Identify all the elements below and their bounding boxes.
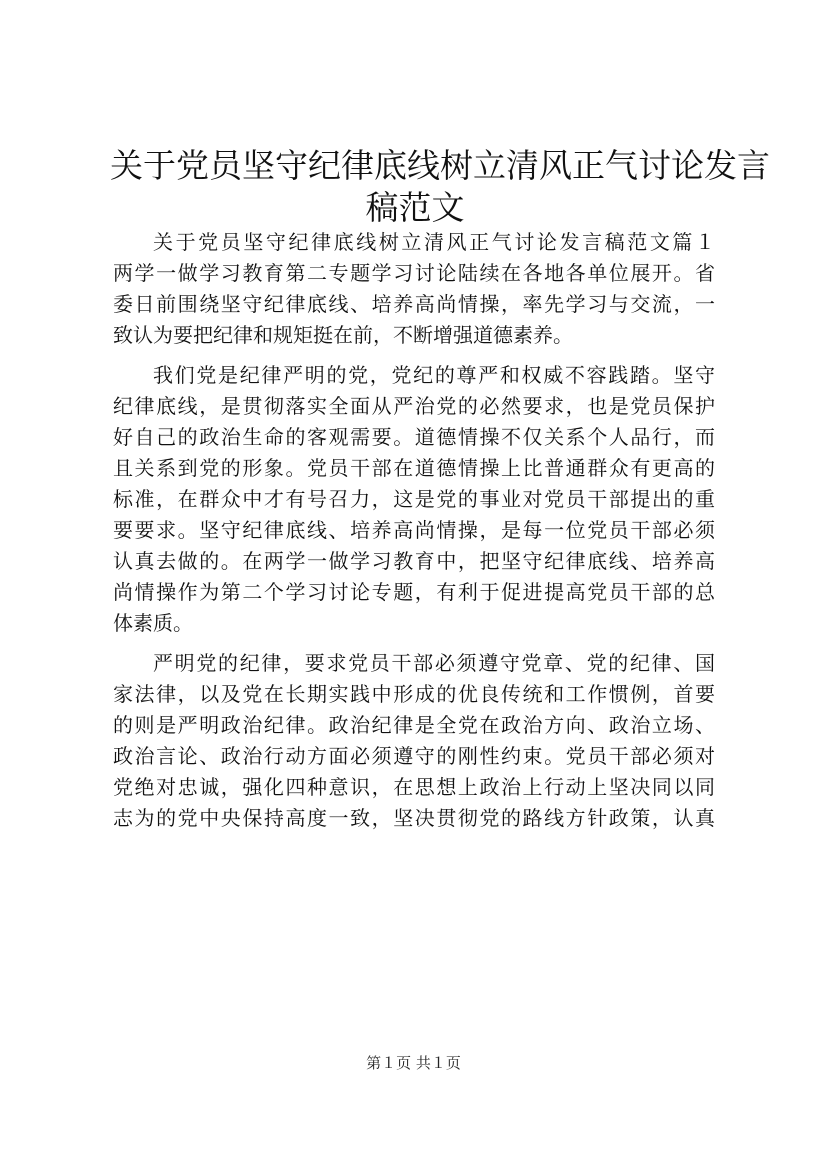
paragraph-line: 纪律底线，是贯彻落实全面从严治党的必然要求，也是党员保护: [113, 394, 715, 418]
paragraph-line: 委日前围绕坚守纪律底线、培养高尚情操，率先学习与交流，一: [113, 292, 715, 316]
paragraph-line: 体素质。: [113, 611, 193, 635]
paragraph-line: 两学一做学习教育第二专题学习讨论陆续在各地各单位展开。省: [113, 261, 715, 285]
paragraph-line: 家法律，以及党在长期实践中形成的优良传统和工作惯例，首要: [113, 682, 715, 706]
paragraph-line: 志为的党中央保持高度一致，坚决贯彻党的路线方针政策，认真: [113, 806, 715, 830]
paragraph-line: 党绝对忠诚，强化四种意识，在思想上政治上行动上坚决同以同: [113, 775, 715, 799]
paragraph-line: 好自己的政治生命的客观需要。道德情操不仅关系个人品行，而: [113, 425, 715, 449]
title-line-2: 稿范文: [365, 188, 465, 227]
paragraph-line: 标准，在群众中才有号召力，这是党的事业对党员干部提出的重: [113, 487, 715, 511]
paragraph-line: 且关系到党的形象。党员干部在道德情操上比普通群众有更高的: [113, 456, 715, 480]
paragraph-line: 尚情操作为第二个学习讨论专题，有利于促进提高党员干部的总: [113, 580, 715, 604]
paragraph-2: [113, 360, 715, 639]
paragraph-line: 政治言论、政治行动方面必须遵守的刚性约束。党员干部必须对: [113, 744, 715, 768]
paragraph-line: 关于党员坚守纪律底线树立清风正气讨论发言稿范文篇１: [153, 230, 715, 254]
page-footer: 第１页 共１页: [366, 1054, 461, 1072]
paragraph-1: [113, 227, 715, 351]
document-title: [110, 145, 770, 229]
paragraph-line: 认真去做的。在两学一做学习教育中，把坚守纪律底线、培养高: [113, 549, 715, 573]
paragraph-line: 要要求。坚守纪律底线、培养高尚情操，是每一位党员干部必须: [113, 518, 715, 542]
paragraph-line: 的则是严明政治纪律。政治纪律是全党在政治方向、政治立场、: [113, 713, 715, 737]
paragraph-line: 严明党的纪律，要求党员干部必须遵守党章、党的纪律、国: [153, 651, 715, 675]
title-line-1: 关于党员坚守纪律底线树立清风正气讨论发言: [110, 146, 770, 185]
paragraph-line: 我们党是纪律严明的党，党纪的尊严和权威不容践踏。坚守: [153, 363, 715, 387]
paragraph-line: 致认为要把纪律和规矩挺在前，不断增强道德素养。: [113, 323, 573, 347]
paragraph-3: [113, 648, 715, 834]
document-body: [113, 227, 715, 834]
